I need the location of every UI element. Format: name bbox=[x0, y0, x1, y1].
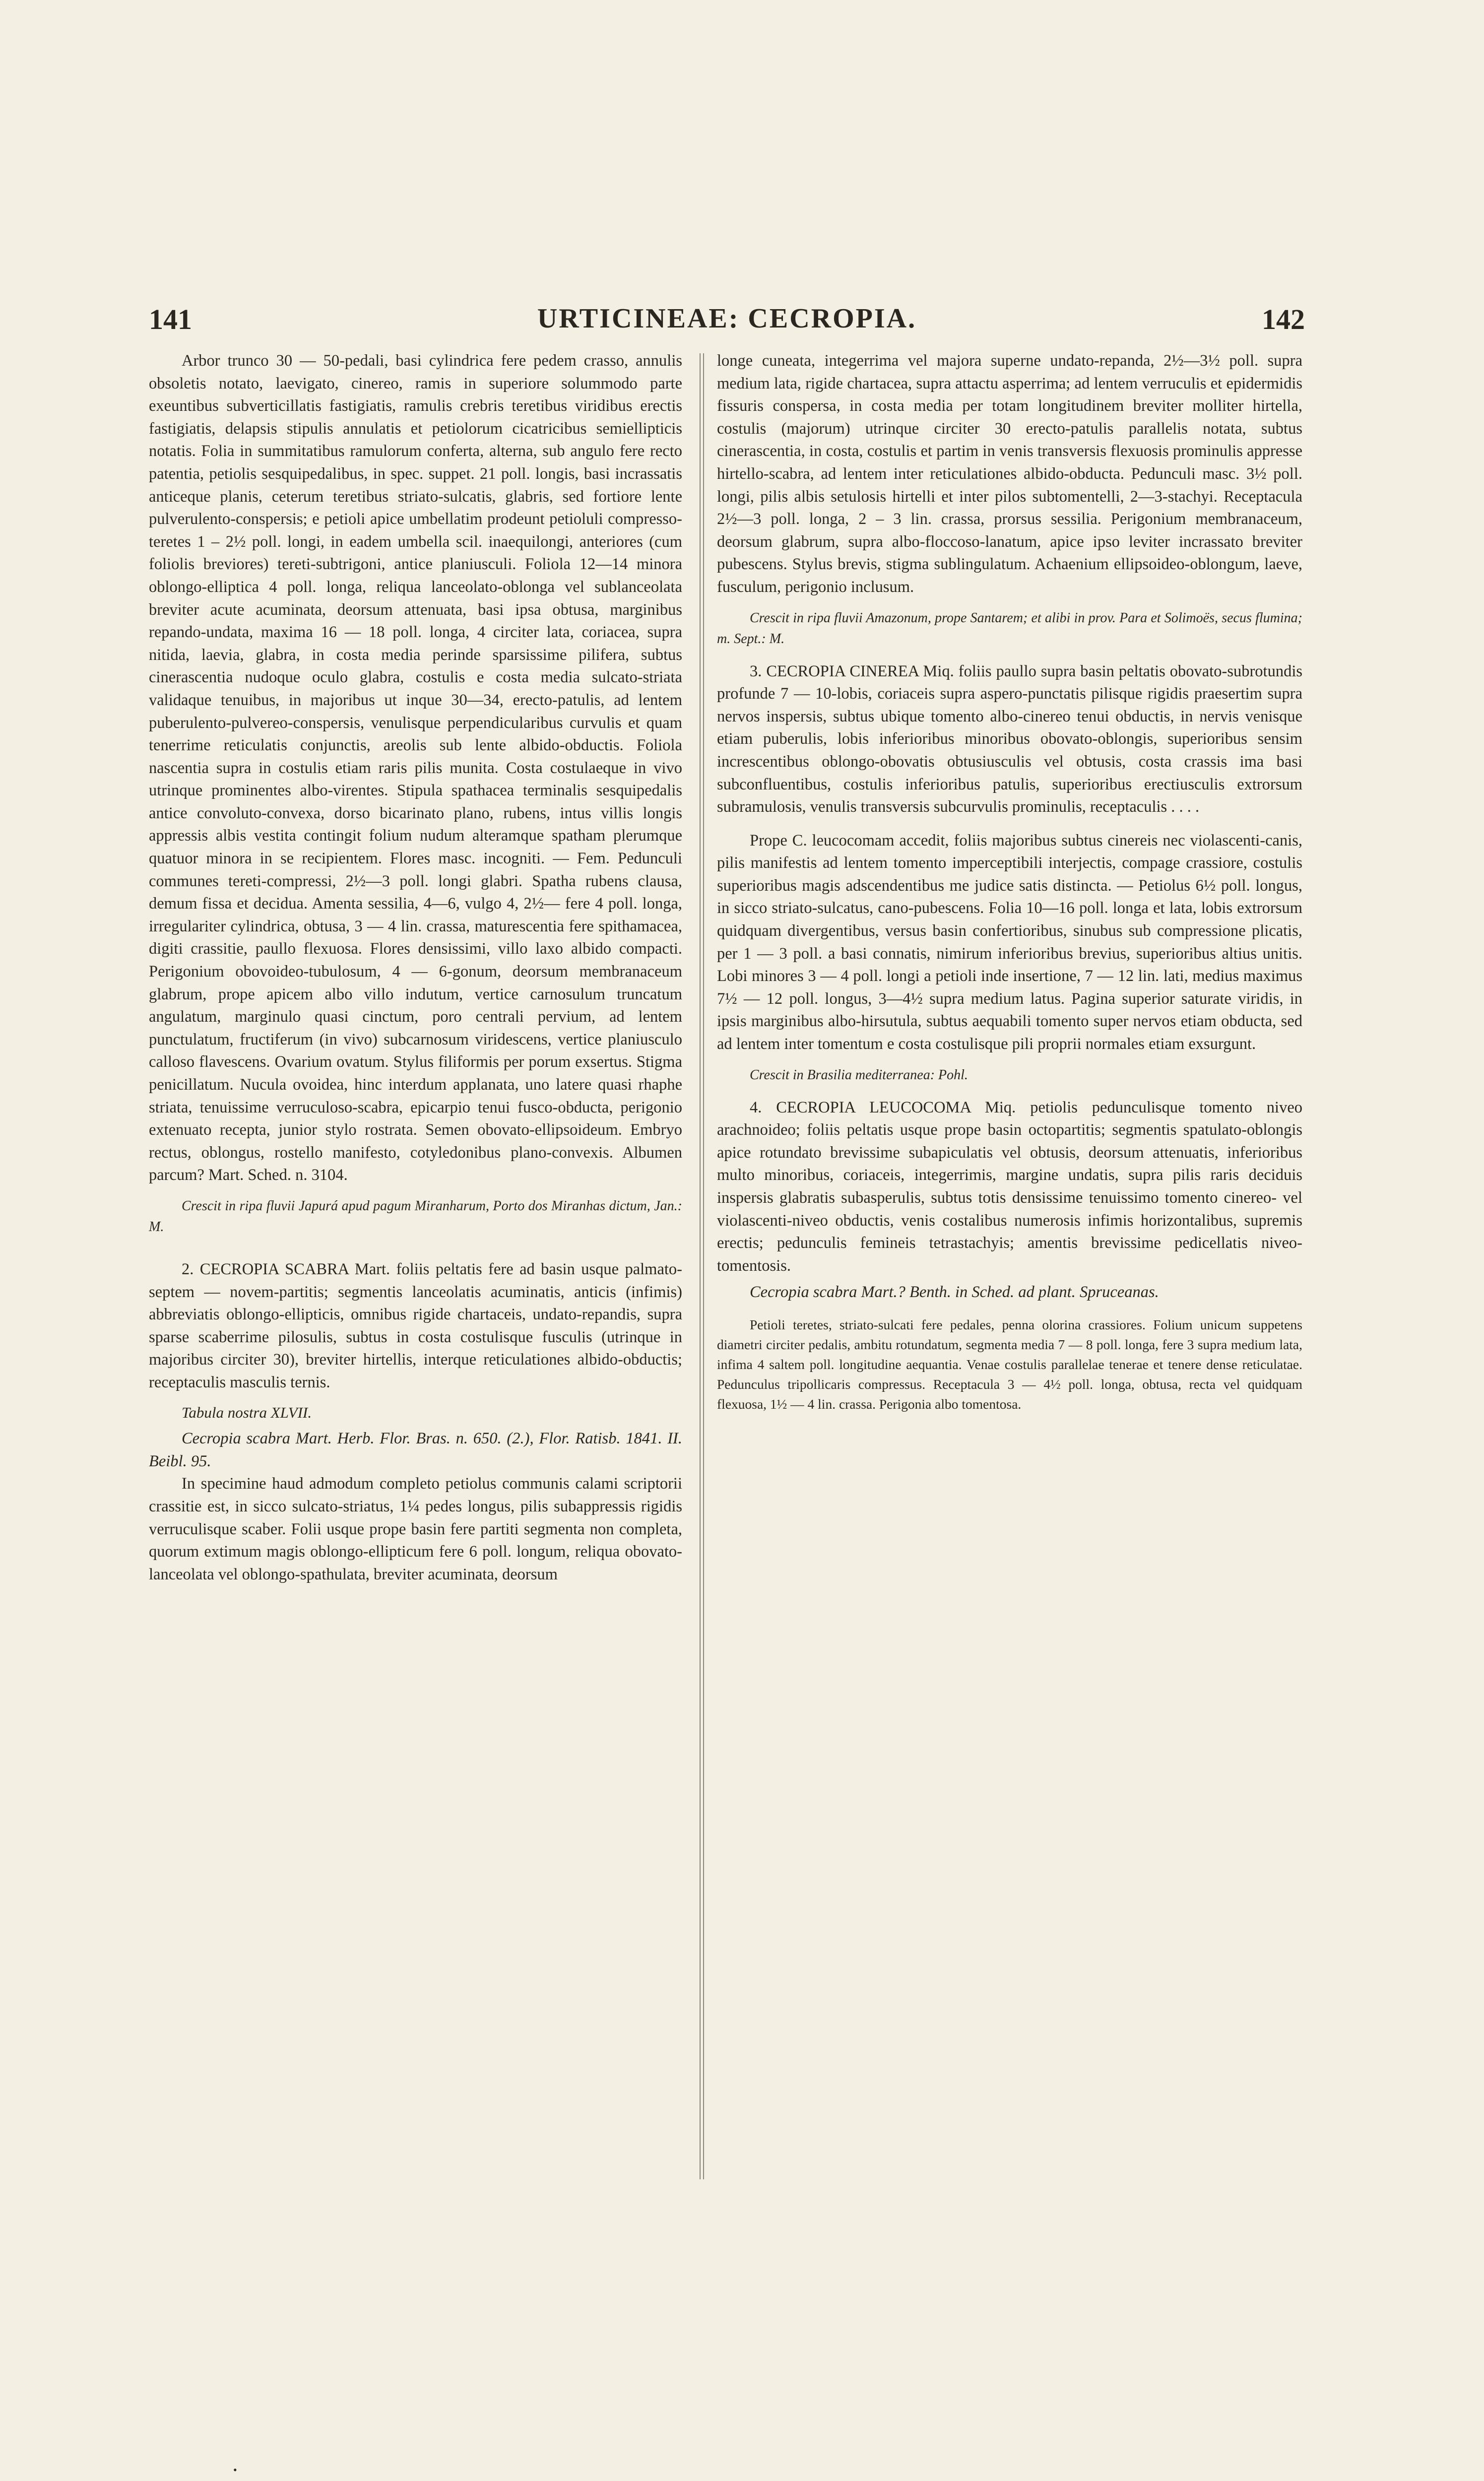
species-heading-leucocoma: 4. CECROPIA LEUCOCOMA Miq. petiolis pedunculisque tomento niveo arachnoideo; foliis peltatis usque prope basin octopartitis; segmentis spatulato-oblongis apice rotundato brevissime subapiculatis vel obtusis, deorsum attenuatis, inferioribus multo minoribus, coriaceis, integerrimis, margine undatis, supra pilis raris deciduis inspersis glabratis subasperulis, subtus totis densissime tenuissimo tomento cinereo- vel violascenti-niveo obductis, venis costalibus numerosis infimis horizontalibus, supremis erectis; pedunculis femineis tetrastachyis; amentis brevissime pedicellatis niveo-tomentosis. bbox=[717, 1098, 1302, 1275]
synonymy-2: Cecropia scabra Mart.? Benth. in Sched. ad plant. Spruceanas. bbox=[750, 1283, 1159, 1302]
locality-note: Crescit in ripa fluvii Japurá apud pagum Miranharum, Porto dos Miranhas dictum, Jan.: M. bbox=[149, 1198, 682, 1235]
left-column bbox=[149, 350, 682, 1586]
locality-note-3: Crescit in Brasilia mediterranea: Pohl. bbox=[750, 1067, 968, 1083]
locality-note-2: Crescit in ripa fluvii Amazonum, prope Santarem; et alibi in prov. Para et Solimoës, secus flumina; m. Sept.: M. bbox=[717, 610, 1302, 647]
synonymy: Cecropia scabra Mart. Herb. Flor. Bras. n. 650. (2.), Flor. Ratisb. 1841. II. Beibl. 95. bbox=[149, 1430, 682, 1470]
page-number-left: 141 bbox=[149, 303, 192, 335]
remarks-paragraph: Prope C. leucocomam accedit, foliis majoribus subtus cinereis nec violascenti-canis, pilis manifestis ad lentem tomento imperceptibili interjectis, compage crassiore, costulis superioribus magis adscendentibus me judice satis distincta. — Petiolus 6½ poll. longus, in sicco striato-sulcatus, cano-pubescens. Folia 10—16 poll. longa et lata, lobis extrorsum quidquam divergentibus, versus basin confertioribus, sinubus sub compressione plicatis, per 1 — 3 poll. a basi connatis, nimirum inferioribus brevius, superioribus altius unitis. Lobi minores 3 — 4 poll. longi a petioli inde insertione, 7 — 12 lin. lati, medius maximus 7½ — 12 poll. longus, 3—4½ supra medium latus. Pagina superior saturate viridis, in ipsis marginibus albo-hirsutula, subtus aequabili tomento super nervos etiam obducta, sed ad lentem inter tomentum e costa costulisque pili proprii normales etiam exsurgunt. bbox=[717, 831, 1302, 1053]
description-paragraph: Arbor trunco 30 — 50-pedali, basi cylindrica fere pedem crasso, annulis obsoletis notato, laevigato, cinereo, ramis in superiore solummodo parte exeuntibus subverticillatis fastigiatis, ramulis crebris teretibus viridibus erectis fastigiatis, delapsis stipulis annulatis et petiolorum cicatricibus semiellipticis notatis. Folia in summitatibus ramulorum conferta, alterna, sub angulo fere recto patentia, petiolis sesquipedalibus, in spec. suppet. 21 poll. longis, basi incrassatis anticeque planis, ceterum teretibus striato-sulcatis, glabris, sed fortiore lente pulverulento-conspersis; e petioli apice umbellatim prodeunt petioluli compresso-teretes 1 – 2½ poll. longi, in eadem umbella scil. inaequilongi, anteriores (cum foliolis breviores) tereti-subtrigoni, antice planiusculi. Foliola 12—14 minora oblongo-elliptica 4 poll. longa, reliqua lanceolato-oblonga vel sublanceolata breviter acute acuminata, deorsum attenuata, basi ipsa obtusa, marginibus repando-undata, maxima 16 — 18 poll. longa, 4 circiter lata, coriacea, supra nitida, laevia, glabra, in costa media perinde sparsissime pilifera, subtus cinerascentia nudoque oculo glabra, costulis e costa media sulcato-striata validaque tenuibus, in majoribus ut inque 30—34, erecto-patulis, ad lentem puberulento-pulvereo-conspersis, venulisque perpendicularibus curvulis et quam tenerrime reticulatis conjunctis, areolis sub lente albido-obductis. Foliola nascentia supra in costulis etiam raris pilis munita. Costa costulaeque in vivo utrinque prominentes albo-virentes. Stipula spathacea terminalis sesquipedalis antice convoluto-convexa, dorso bicarinato plano, rubens, intus villis longis appressis albis vestita contingit folium nudum alteramque spatham plerumque quatuor minora in se recipientem. Flores masc. incogniti. — Fem. Pedunculi communes tereti-compressi, 2½—3 poll. longi glabri. Spatha rubens clausa, demum fissa et decidua. Amenta sessilia, 4—6, vulgo 4, 2½— fere 4 poll. longa, irregulariter cylindrica, obtusa, 3 — 4 lin. crassa, maturescentia fere spithamacea, digiti crassitie, paullo flexuosa. Flores densissimi, villo laxo albido compacti. Perigonium obovoideo-tubulosum, 4 — 6-gonum, deorsum membranaceum glabrum, prope apicem albo villo indutum, vertice carnosulum truncatum angulatum, marginulo quasi cinctum, poro centrali pervium, ad lentem punctulatum, fructiferum (in vivo) subcarnosum viridescens, vertice planiusculo calloso flavescens. Ovarium ovatum. Stylus filiformis per porum exsertus. Stigma penicillatum. Nucula ovoidea, hinc interdum applanata, uno latere quasi rhaphe striata, tenuissime verruculoso-scabra, epicarpio tenui fusco-obducta, perigonio extenuato recepta, junior stylo rostrata. Semen obovato-ellipsoideum. Embryo rectus, oblongus, rostello manifesto, cotyledonibus plano-convexis. Albumen parcum? Mart. Sched. n. 3104. bbox=[149, 352, 682, 1184]
column-rule bbox=[700, 353, 701, 2179]
species-heading-cinerea: 3. CECROPIA CINEREA Miq. foliis paullo supra basin peltatis obovato-subrotundis profunde 7 — 10-lobis, coriaceis supra aspero-punctatis pilisque rigidis praesertim supra nervos inspersis, subtus ubique tomento albo-cinereo tenui obductis, in nervis venisque etiam puberulis, lobis inferioribus minoribus obovato-oblongis, superioribus sensim increscentibus oblongo-obovatis obtusiusculis vel obtusis, costa crassis ima basi subconfluentibus, costulis inferioribus patulis, superioribus erectiusculis extrorsum subramulosis, venulis transversis subcurvulis prominulis, receptaculis . . . . bbox=[717, 662, 1302, 816]
description-paragraph-2: In specimine haud admodum completo petiolus communis calami scriptorii crassitie est, in sicco sulcato-striatus, 1¼ pedes longus, pilis subappressis rigidis verruculisque scaber. Folii usque prope basin fere partiti segmenta non completa, quorum extimum magis oblongo-ellipticum fere 6 poll. longum, reliqua obovato-lanceolata vel oblongo-spathulata, breviter acuminata, deorsum bbox=[149, 1475, 682, 1583]
page-number-right: 142 bbox=[1262, 303, 1305, 335]
continued-paragraph: longe cuneata, integerrima vel majora superne undato-repanda, 2½—3½ poll. supra medium lata, rigide chartacea, supra attactu asperrima; ad lentem verruculis et epidermidis fissuris conspersa, in costa media per totam longitudinem breviter molliter hirtella, costulis (majorum) utrinque circiter 30 erecto-patulis parallelis notata, subtus cinerascentia, in costa, costulis et partim in venis transversis flexuosis prominulis appresse hirtello-scabra, ad lentem inter reticulationes albido-obducta. Pedunculi masc. 3½ poll. longi, pilis albis setulosis hirtelli et inter pilos subtomentelli, 2—3-stachyi. Receptacula 2½—3 poll. longa, 2 – 3 lin. crassa, prorsus sessilia. Perigonium membranaceum, deorsum glabrum, supra albo-floccoso-lanatum, apice ipso leviter incrassato breviter pubescens. Stylus brevis, stigma sublingulatum. Achaenium ellipsoideo-oblongum, laeve, fusculum, perigonio inclusum. bbox=[717, 352, 1302, 596]
right-column bbox=[717, 350, 1302, 1414]
species-heading-scabra: 2. CECROPIA SCABRA Mart. foliis peltatis fere ad basin usque palmato-septem — novem-partitis; segmentis lanceolatis acuminatis, anticis (infimis) abbreviatis oblongo-ellipticis, omnibus rigide chartaceis, undato-repandis, supra sparse scaberrime pilosulis, subtus in costa costulisque fusculis (utrinque in majoribus circiter 30), breviter hirtellis, interque reticulationes albido-obductis; receptaculis masculis ternis. bbox=[149, 1260, 682, 1391]
plate-reference: Tabula nostra XLVII. bbox=[182, 1403, 312, 1421]
running-header bbox=[149, 303, 1305, 342]
page-mark: • bbox=[233, 2464, 237, 2476]
small-print-note: Petioli teretes, striato-sulcati fere pedales, penna olorina crassiores. Folium unicum suppetens diametri circiter pedalis, ambitu rotundatum, segmenta media 7 — 8 poll. longa, fere 3 supra medium lata, infima 4 saltem poll. longitudine aequantia. Venae costulis parallelae tenerae et tenere dense reticulatae. Pedunculus tripollicaris compressus. Receptacula 3 — 4½ poll. longa, obtusa, recta vel quidquam flexuosa, 1½ — 4 lin. crassa. Perigonia albo tomentosa. bbox=[717, 1316, 1302, 1412]
column-rule-2 bbox=[703, 353, 704, 2179]
running-title: URTICINEAE: CECROPIA. bbox=[537, 303, 917, 334]
